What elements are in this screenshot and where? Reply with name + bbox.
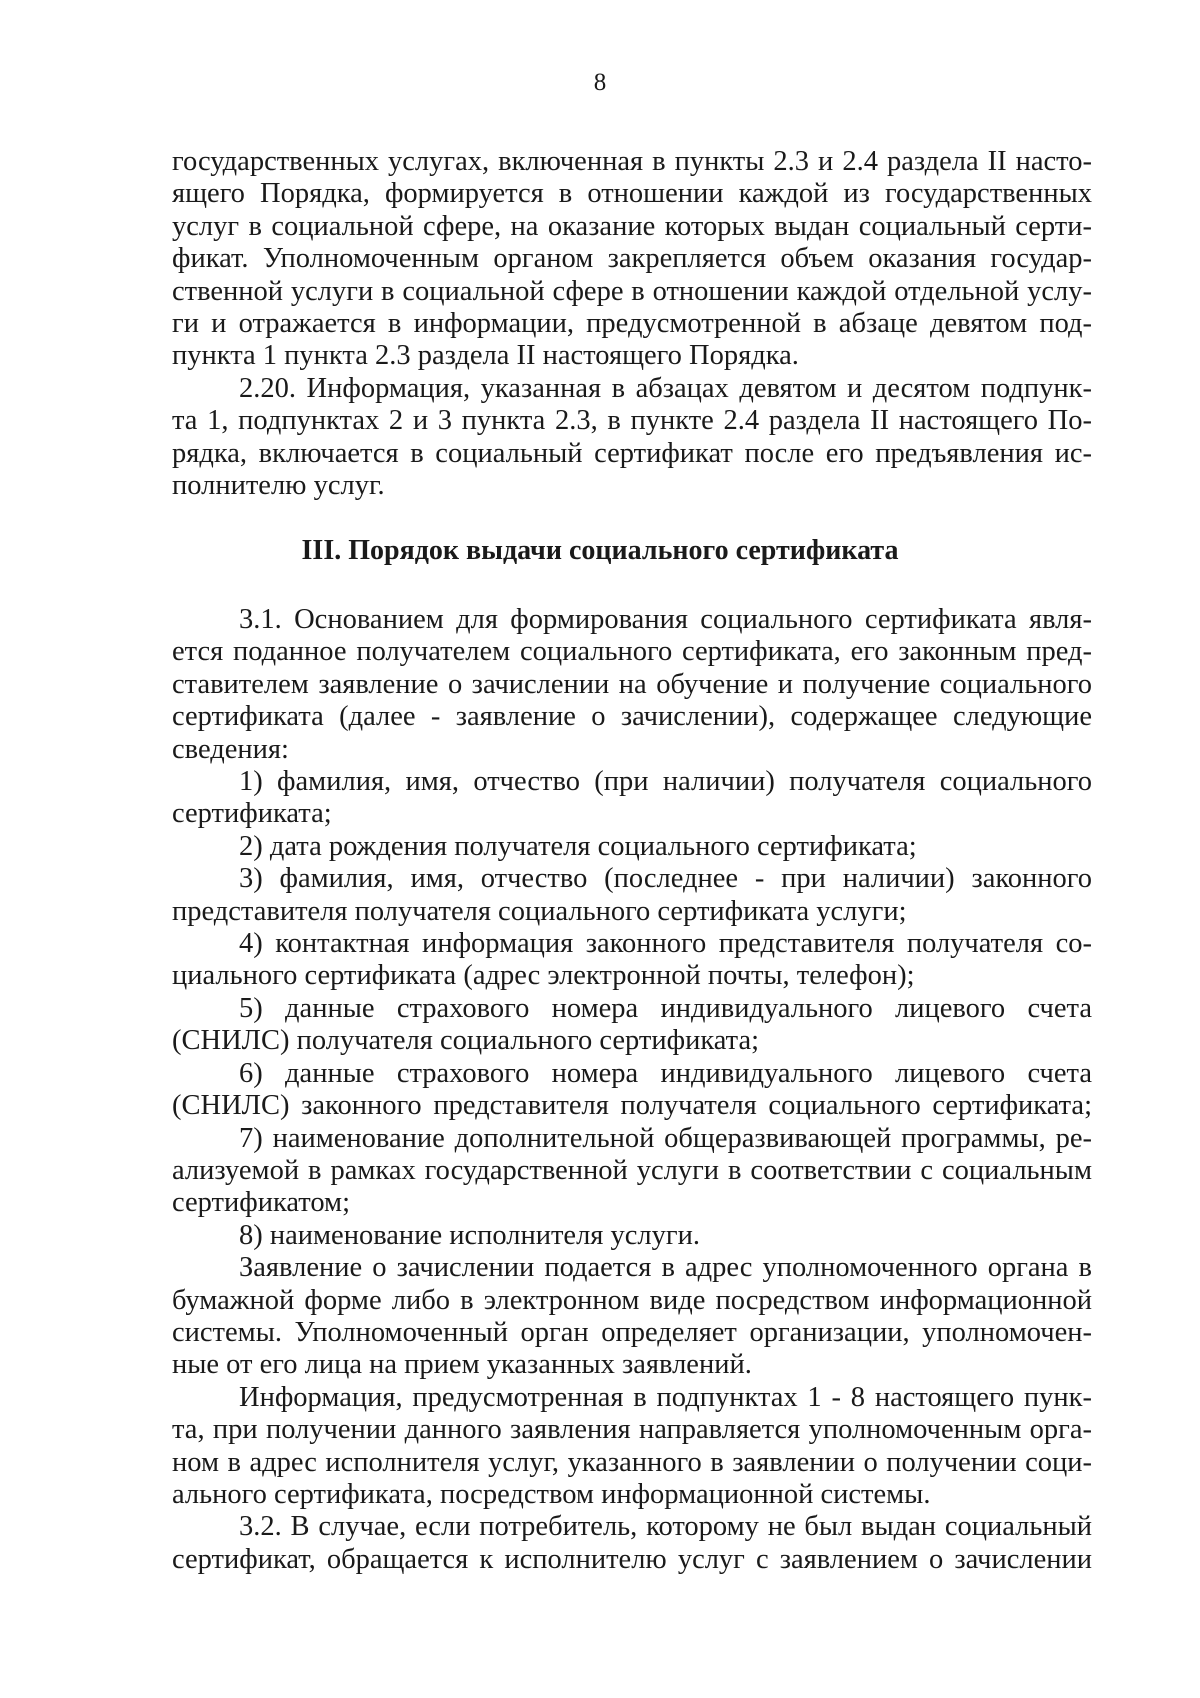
text-line: бумажной форме либо в электронном виде посредством информационной — [172, 1284, 1092, 1316]
text-line: (СНИЛС) законного представителя получателя социального сертификата; — [172, 1090, 1092, 1122]
text-line: пункта 1 пункта 2.3 раздела II настоящего Порядка. — [172, 340, 799, 372]
text-line: ализуемой в рамках государственной услуги в соответствии с социальным — [172, 1154, 1092, 1186]
text-line: ется поданное получателем социального сертификата, его законным пред- — [172, 636, 1092, 668]
text-line: сертификатом; — [172, 1187, 351, 1219]
text-line: рядка, включается в социальный сертификат после его предъявления ис- — [172, 437, 1092, 469]
text-line: фикат. Уполномоченным органом закрепляется объем оказания государ- — [172, 243, 1092, 275]
text-line: ги и отражается в информации, предусмотренной в абзаце девятом под- — [172, 308, 1092, 340]
section-heading: III. Порядок выдачи социального сертификата — [301, 535, 899, 566]
text-line: сертификата (далее - заявление о зачислении), содержащее следующие — [172, 701, 1092, 733]
document-body-top — [172, 146, 1092, 502]
document-body-bottom — [172, 604, 1092, 1576]
text-line: 4) контактная информация законного представителя получателя со- — [239, 928, 1092, 960]
text-line: циального сертификата (адрес электронной почты, телефон); — [172, 960, 915, 992]
text-line: сведения: — [172, 733, 289, 765]
text-line: 1) фамилия, имя, отчество (при наличии) получателя социального — [239, 766, 1092, 798]
text-line: Информация, предусмотренная в подпунктах 1 - 8 настоящего пунк- — [239, 1381, 1092, 1413]
text-line: ящего Порядка, формируется в отношении каждой из государственных — [172, 178, 1092, 210]
text-line: Заявление о зачислении подается в адрес уполномоченного органа в — [239, 1252, 1092, 1284]
text-line: 8) наименование исполнителя услуги. — [239, 1219, 700, 1251]
text-line: государственных услугах, включенная в пункты 2.3 и 2.4 раздела II насто- — [172, 146, 1092, 177]
text-line: ставителем заявление о зачислении на обучение и получение социального — [172, 668, 1092, 700]
text-line: 7) наименование дополнительной общеразвивающей программы, ре- — [239, 1122, 1092, 1154]
text-line: (СНИЛС) получателя социального сертификата; — [172, 1025, 760, 1057]
text-line: 5) данные страхового номера индивидуального лицевого счета — [239, 992, 1092, 1024]
text-line: ственной услуги в социальной сфере в отношении каждой отдельной услу- — [172, 275, 1092, 307]
text-line: 3.1. Основанием для формирования социального сертификата явля- — [239, 604, 1092, 635]
text-line: 2.20. Информация, указанная в абзацах девятом и десятом подпунк- — [239, 372, 1092, 404]
text-line: ные от его лица на прием указанных заявлений. — [172, 1349, 752, 1381]
text-line: 3) фамилия, имя, отчество (последнее - при наличии) законного — [239, 863, 1092, 895]
text-line: услуг в социальной сфере, на оказание которых выдан социальный серти- — [172, 210, 1092, 242]
text-line: сертификат, обращается к исполнителю услуг с заявлением о зачислении — [172, 1543, 1092, 1575]
text-line: та, при получении данного заявления направляется уполномоченным орга- — [172, 1414, 1092, 1446]
text-line: ном в адрес исполнителя услуг, указанного в заявлении о получении соци- — [172, 1446, 1092, 1478]
text-line: сертификата; — [172, 798, 332, 830]
text-line: системы. Уполномоченный орган определяет организации, уполномочен- — [172, 1316, 1092, 1348]
text-line: та 1, подпунктах 2 и 3 пункта 2.3, в пункте 2.4 раздела II настоящего По- — [172, 405, 1092, 437]
text-line: 3.2. В случае, если потребитель, которому не был выдан социальный — [239, 1511, 1092, 1543]
text-line: ального сертификата, посредством информационной системы. — [172, 1478, 931, 1510]
page-number: 8 — [593, 69, 607, 96]
text-line: представителя получателя социального сертификата услуги; — [172, 895, 907, 927]
text-line: 6) данные страхового номера индивидуального лицевого счета — [239, 1057, 1092, 1089]
text-line: 2) дата рождения получателя социального сертификата; — [239, 830, 917, 862]
text-line: полнителю услуг. — [172, 470, 385, 502]
